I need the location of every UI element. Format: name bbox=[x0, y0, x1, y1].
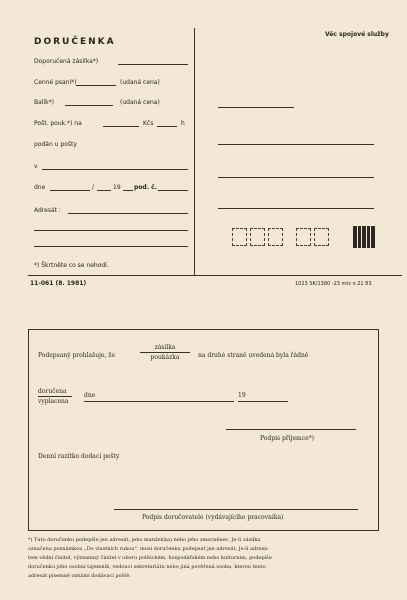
podpis-dorucovatele-label: Podpis doručovatele (vydávajícího pracovníka) bbox=[142, 514, 284, 521]
doporucena-line[interactable] bbox=[118, 64, 188, 65]
balik-suffix: (udaná cena) bbox=[120, 99, 160, 106]
adresat-line-2[interactable] bbox=[34, 230, 188, 231]
front-bottom-border bbox=[28, 275, 402, 276]
footnote-line-1: *) Tuto doručenku podepíše jen adresát, jeho manžel(ka) nebo jeho zmocněnec. Je-li zásilka bbox=[28, 537, 261, 543]
dne-month-line[interactable] bbox=[97, 190, 111, 191]
card-title: DORUČENKA bbox=[34, 37, 116, 47]
podan-label: podán u pošty bbox=[34, 141, 77, 148]
year-label: 19 bbox=[113, 184, 121, 191]
year-line[interactable] bbox=[123, 190, 133, 191]
footnote-line-2: označena poznámkou „Do vlastních rukou", musí doručenku podepsat jen adresát. Je-li adresá- bbox=[28, 546, 269, 552]
post-pouk-label: Pošt. pouk.*) na bbox=[34, 120, 82, 127]
podpis-dorucovatele-line[interactable] bbox=[114, 509, 358, 510]
pod-c-label: pod. č. bbox=[134, 184, 157, 191]
cenne-line[interactable] bbox=[76, 85, 116, 86]
form-number: 11-061 (8. 1981) bbox=[30, 280, 87, 287]
print-code: 1023 SK/1380 -23 mtz o 21 83 bbox=[295, 281, 372, 287]
back-bottom-border bbox=[28, 530, 378, 531]
podpis-prijemce-line[interactable] bbox=[226, 429, 356, 430]
vyplacena-label: vyplacena bbox=[38, 398, 69, 405]
frac-top: zásilka bbox=[154, 344, 176, 351]
kcs-line[interactable] bbox=[157, 126, 177, 127]
v-label: v bbox=[34, 163, 38, 170]
balik-label: Balík*) bbox=[34, 99, 54, 106]
footnote-line-3: tem vědní činitel, významný činitel v oboru politickém, hospodářském nebo kulturním, podepíše bbox=[28, 555, 272, 561]
podpis-prijemce-label: Podpis příjemce*) bbox=[260, 435, 314, 442]
center-divider bbox=[194, 28, 195, 276]
cenne-label: Cenné psaní*) bbox=[34, 79, 77, 86]
prohlasuje-suffix: na druhé straně uvedená byla řádně bbox=[198, 352, 309, 359]
right-line-1[interactable] bbox=[218, 107, 294, 108]
right-line-3[interactable] bbox=[218, 177, 374, 178]
cenne-suffix: (udaná cena) bbox=[120, 79, 160, 86]
dorucena-vyplacena-fraction bbox=[38, 388, 72, 405]
back-right-border bbox=[378, 329, 379, 531]
adresat-label: Adresát : bbox=[34, 207, 61, 214]
dne-day-line[interactable] bbox=[50, 190, 90, 191]
v-line[interactable] bbox=[42, 169, 188, 170]
slash: / bbox=[92, 184, 95, 191]
zasilka-poukazka-fraction bbox=[140, 344, 190, 361]
razitko-label: Denní razítko dodací pošty bbox=[38, 453, 120, 460]
adresat-line-1[interactable] bbox=[68, 213, 188, 214]
right-line-2[interactable] bbox=[218, 144, 374, 145]
right-line-4[interactable] bbox=[218, 208, 374, 209]
doporucena-label: Doporučená zásilka*) bbox=[34, 58, 99, 65]
dne-label: dne bbox=[34, 184, 46, 191]
pod-c-line[interactable] bbox=[158, 190, 188, 191]
back-year-label: 19 bbox=[238, 392, 246, 399]
service-label: Věc spojové služby bbox=[325, 31, 389, 38]
kcs-label: Kčs bbox=[143, 120, 154, 127]
footnote-line-4: doručenku jeho osobní tajemník, vedoucí sekretariátu nebo jiná pověřená osoba, kterou tento bbox=[28, 564, 266, 570]
back-dne-label: dne bbox=[84, 392, 96, 399]
h-label: h bbox=[181, 120, 185, 127]
adresat-line-3[interactable] bbox=[34, 246, 188, 247]
balik-line[interactable] bbox=[65, 105, 113, 106]
frac-bottom: poukázka bbox=[150, 354, 180, 361]
back-year-line[interactable] bbox=[238, 401, 288, 402]
prohlasuje-prefix: Podepsaný prohlašuje, že bbox=[38, 352, 116, 359]
post-pouk-line[interactable] bbox=[103, 126, 139, 127]
footnote-line-5: adresát písemně oznámí dodávací poště. bbox=[28, 573, 131, 579]
dorucena-label: doručena bbox=[38, 388, 67, 395]
back-dne-line[interactable] bbox=[84, 401, 234, 402]
back-top-border bbox=[28, 329, 378, 330]
barcode-marks bbox=[353, 226, 375, 248]
back-left-border bbox=[28, 329, 29, 531]
front-footnote: *) Škrtněte co se nehodí. bbox=[34, 262, 109, 269]
